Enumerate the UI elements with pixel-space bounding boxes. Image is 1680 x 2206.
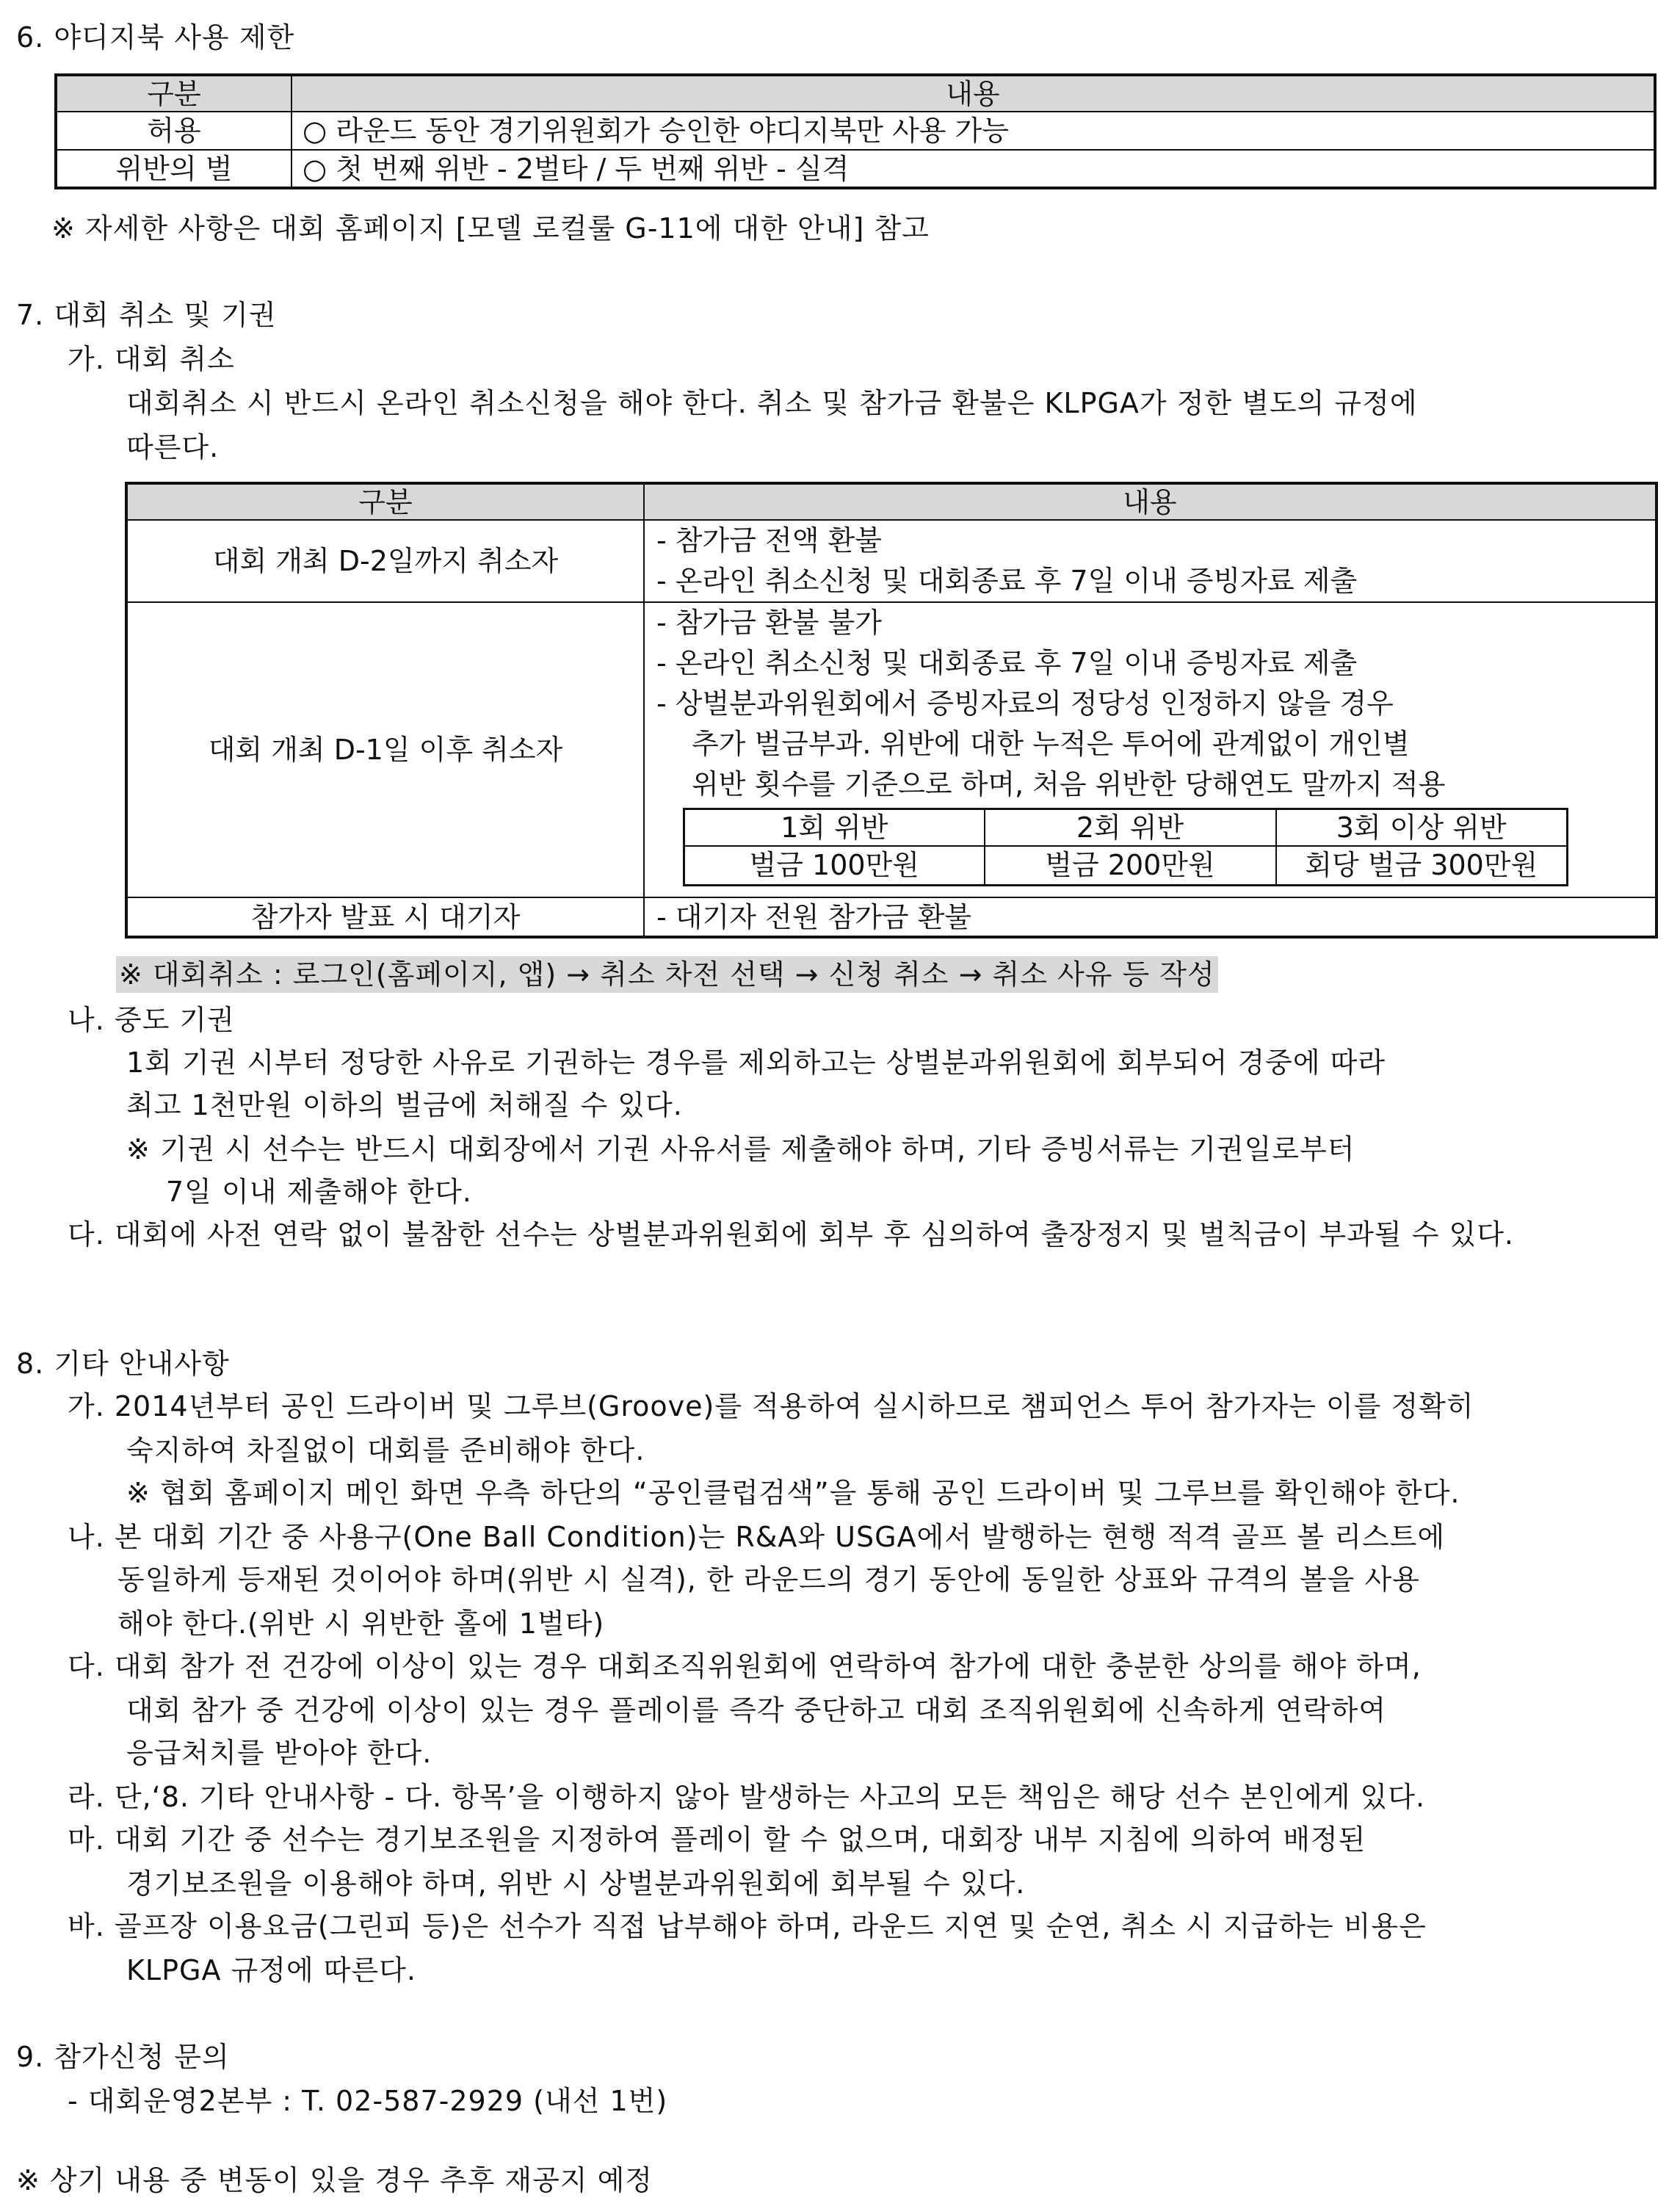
row-line: - 온라인 취소신청 및 대회종료 후 7일 이내 증빙자료 제출 <box>656 647 1358 679</box>
section-6-note: ※ 자세한 사항은 대회 홈페이지 [모델 로컬룰 G-11에 대한 안내] 참고 <box>51 212 930 245</box>
paragraph-line: 다. 대회에 사전 연락 없이 불참한 선수는 상벌분과위원회에 회부 후 심의하여 출장정지 및 벌칙금이 부과될 수 있다. <box>68 1218 1514 1251</box>
section-8-heading: 8. 기타 안내사항 <box>16 1348 230 1380</box>
paragraph-line: 숙지하여 차질없이 대회를 준비해야 한다. <box>126 1434 645 1467</box>
row-line: 위반 횟수를 기준으로 하며, 처음 위반한 당해연도 말까지 적용 <box>692 768 1446 800</box>
table-row <box>56 112 1655 150</box>
row-label: 참가자 발표 시 대기자 <box>126 897 644 937</box>
section-6-heading: 6. 야디지북 사용 제한 <box>16 21 295 54</box>
row-content: ○ 라운드 동안 경기위원회가 승인한 야디지북만 사용 가능 <box>292 112 1655 150</box>
paragraph-line: ※ 기권 시 선수는 반드시 대회장에서 기권 사유서를 제출해야 하며, 기타 증빙서류는 기권일로부터 <box>126 1133 1355 1165</box>
table-header-content: 내용 <box>644 483 1657 520</box>
paragraph-line: 나. 본 대회 기간 중 사용구(One Ball Condition)는 R&A와 USGA에서 발행하는 현행 적격 골프 볼 리스트에 <box>68 1521 1446 1553</box>
paragraph-line: 따른다. <box>126 431 220 463</box>
row-label: 위반의 벌 <box>56 150 292 188</box>
paragraph-line: 동일하게 등재된 것이어야 하며(위반 시 실격), 한 라운드의 경기 동안에 동일한 상표와 규격의 볼을 사용 <box>117 1563 1420 1596</box>
row-label: 대회 개최 D-2일까지 취소자 <box>126 520 644 602</box>
footer-note: ※ 상기 내용 중 변동이 있을 경우 추후 재공지 예정 <box>16 2164 653 2196</box>
section-7-heading: 7. 대회 취소 및 기권 <box>16 299 277 331</box>
paragraph-line: 라. 단,‘8. 기타 안내사항 - 다. 항목’을 이행하지 않아 발생하는 사고의 모든 책임은 해당 선수 본인에게 있다. <box>68 1781 1426 1813</box>
paragraph-line: 마. 대회 기간 중 선수는 경기보조원을 지정하여 플레이 할 수 없으며, 대회장 내부 지침에 의하여 배정된 <box>68 1823 1366 1856</box>
paragraph-line: 다. 대회 참가 전 건강에 이상이 있는 경우 대회조직위원회에 연락하여 참가에 대한 충분한 상의를 해야 하며, <box>68 1650 1422 1682</box>
paragraph-line: 경기보조원을 이용해야 하며, 위반 시 상벌분과위원회에 회부될 수 있다. <box>126 1867 1026 1900</box>
row-line: - 참가금 전액 환불 <box>656 524 882 557</box>
yardage-book-table <box>54 73 1657 189</box>
paragraph-line: 가. 2014년부터 공인 드라이버 및 그루브(Groove)를 적용하여 실시하므로 챔피언스 투어 참가자는 이를 정확히 <box>68 1390 1474 1422</box>
row-label: 대회 개최 D-1일 이후 취소자 <box>126 602 644 897</box>
table-header-content: 내용 <box>292 75 1655 112</box>
paragraph-line: 대회 참가 중 건강에 이상이 있는 경우 플레이를 즉각 중단하고 대회 조직위원회에 신속하게 연락하여 <box>126 1694 1387 1726</box>
table-row <box>56 150 1655 188</box>
subsection-b-title: 나. 중도 기권 <box>68 1004 235 1036</box>
cancellation-procedure-note: ※ 대회취소 : 로그인(홈페이지, 앱) → 취소 차전 선택 → 신청 취소 → 취소 사유 등 작성 <box>116 956 1218 993</box>
paragraph-line: KLPGA 규정에 따른다. <box>126 1954 416 1986</box>
table-header-category: 구분 <box>56 75 292 112</box>
table-row <box>126 897 1657 937</box>
cancellation-table <box>125 482 1658 939</box>
row-label: 허용 <box>56 112 292 150</box>
paragraph-line: ※ 협회 홈페이지 메인 화면 우측 하단의 “공인클럽검색”을 통해 공인 드라이버 및 그루브를 확인해야 한다. <box>126 1477 1460 1509</box>
paragraph-line: 7일 이내 제출해야 한다. <box>166 1176 472 1208</box>
row-line: 추가 벌금부과. 위반에 대한 누적은 투어에 관계없이 개인별 <box>692 728 1410 760</box>
paragraph-line: 1회 기권 시부터 정당한 사유로 기권하는 경우를 제외하고는 상벌분과위원회에 회부되어 경중에 따라 <box>126 1046 1386 1079</box>
section-9-heading: 9. 참가신청 문의 <box>16 2041 230 2073</box>
paragraph-line: 최고 1천만원 이하의 벌금에 처해질 수 있다. <box>126 1089 683 1121</box>
fine-value: 벌금 100만원 <box>684 846 985 886</box>
table-row <box>126 520 1657 602</box>
row-line: - 상벌분과위원회에서 증빙자료의 정당성 인정하지 않을 경우 <box>656 687 1394 720</box>
fine-header: 3회 이상 위반 <box>1276 809 1568 846</box>
fine-header: 1회 위반 <box>684 809 985 846</box>
fine-header: 2회 위반 <box>985 809 1276 846</box>
paragraph-line: 대회취소 시 반드시 온라인 취소신청을 해야 한다. 취소 및 참가금 환불은 KLPGA가 정한 별도의 규정에 <box>126 387 1418 419</box>
paragraph-line: 응급처치를 받아야 한다. <box>126 1737 432 1769</box>
row-line: - 온라인 취소신청 및 대회종료 후 7일 이내 증빙자료 제출 <box>656 565 1358 597</box>
fine-value: 벌금 200만원 <box>985 846 1276 886</box>
row-content: ○ 첫 번째 위반 - 2벌타 / 두 번째 위반 - 실격 <box>292 150 1655 188</box>
fine-value: 회당 벌금 300만원 <box>1276 846 1568 886</box>
paragraph-line: 해야 한다.(위반 시 위반한 홀에 1벌타) <box>117 1608 605 1640</box>
paragraph-line: 바. 골프장 이용요금(그린피 등)은 선수가 직접 납부해야 하며, 라운드 지연 및 순연, 취소 시 지급하는 비용은 <box>68 1910 1427 1942</box>
row-content: - 대기자 전원 참가금 환불 <box>644 897 1657 937</box>
table-header-category: 구분 <box>126 483 644 520</box>
table-row <box>126 602 1657 897</box>
fine-schedule-table <box>683 808 1568 886</box>
contact-line: - 대회운영2본부 : T. 02-587-2929 (내선 1번) <box>68 2085 668 2117</box>
row-line: - 참가금 환불 불가 <box>656 607 882 639</box>
subsection-a-title: 가. 대회 취소 <box>68 343 235 375</box>
